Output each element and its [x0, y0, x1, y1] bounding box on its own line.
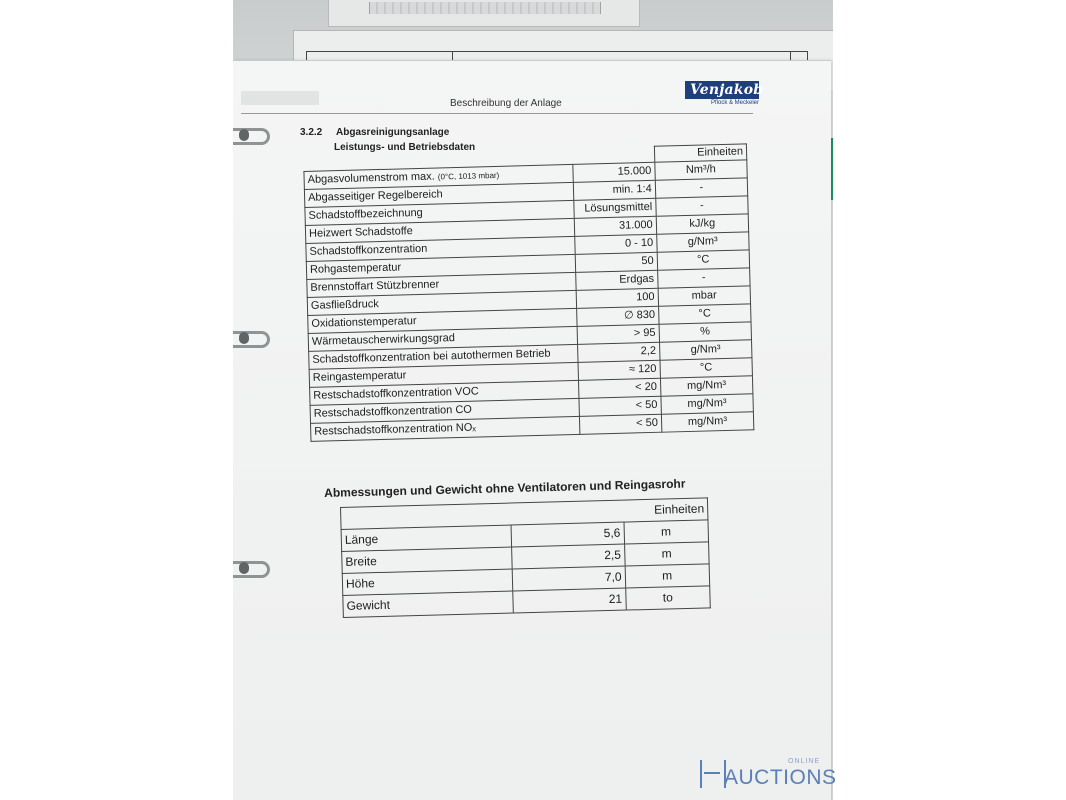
page-header-title: Beschreibung der Anlage [450, 98, 562, 109]
row-value-text: 5,6 [603, 525, 621, 541]
row-label-text: Abgasvolumenstrom max. [307, 170, 435, 186]
row-label [343, 591, 513, 617]
row-value [576, 288, 659, 308]
row-unit-text: m [661, 546, 672, 561]
row-value [579, 396, 662, 416]
row-value-text: 50 [641, 254, 654, 268]
row-value [577, 324, 660, 344]
row-unit-text: g/Nm³ [690, 343, 721, 356]
row-label-text: Schadstoffkonzentration [309, 242, 428, 258]
row-unit-text: m [660, 524, 672, 539]
row-label-text: Länge [344, 532, 379, 547]
row-value-text: < 20 [635, 380, 658, 394]
row-unit-text: % [700, 325, 711, 338]
row-unit-text: °C [699, 361, 713, 374]
row-label-text: Oxidationstemperatur [311, 315, 417, 330]
row-value-text: < 50 [635, 416, 659, 430]
units-header: Einheiten [654, 144, 747, 162]
row-label-text: Schadstoffkonzentration bei autothermen Betrieb [312, 347, 551, 366]
background-page [328, 0, 640, 27]
row-unit-text: g/Nm³ [687, 235, 718, 248]
row-value [573, 180, 656, 200]
datasheet-page [233, 60, 831, 800]
row-unit [624, 542, 709, 566]
section-subtitle: Leistungs- und Betriebsdaten [334, 142, 476, 153]
row-value-text: 100 [636, 290, 655, 304]
dimensions-title: Abmessungen und Gewicht ohne Ventilatoren und Reingasrohr [324, 476, 686, 500]
row-value [578, 360, 661, 380]
row-label-text: Heizwert Schadstoffe [308, 225, 413, 240]
row-unit-text: mbar [691, 289, 717, 302]
row-value-text: ∅ 830 [623, 308, 656, 322]
row-value [578, 378, 661, 398]
venjakob-logo [685, 81, 764, 109]
row-value-text: 0 - 10 [624, 236, 654, 250]
row-value-text: Lösungsmittel [584, 200, 653, 215]
row-value [577, 342, 660, 362]
row-unit [625, 564, 710, 588]
row-unit-text: to [662, 590, 673, 605]
row-label-text: Restschadstoffkonzentration CO [313, 403, 473, 420]
row-unit-text: °C [698, 307, 711, 320]
row-unit-text: m [662, 568, 673, 583]
faint-stamp [241, 91, 319, 105]
row-unit-text: °C [696, 253, 710, 266]
row-value [572, 162, 655, 182]
row-unit-text: mg/Nm³ [687, 396, 727, 411]
row-unit-text: Nm³/h [685, 163, 717, 176]
row-label-text: Höhe [345, 576, 375, 591]
row-value [573, 198, 656, 218]
row-label-text: Gewicht [346, 597, 391, 613]
header-rule [241, 113, 753, 114]
row-value-text: 2,5 [604, 547, 622, 563]
auctions-logo-icon [700, 760, 726, 788]
row-label-text: Breite [345, 554, 377, 569]
row-value [512, 566, 625, 591]
section-number: 3.2.2 [300, 127, 323, 138]
logo-word: Venjakob [685, 81, 759, 99]
punch-hole [239, 332, 249, 344]
row-value-text: Erdgas [619, 272, 655, 286]
row-unit-text: kJ/kg [689, 217, 716, 230]
row-label-text: Schadstoffbezeichnung [308, 206, 423, 222]
row-value-text: 21 [608, 591, 623, 606]
dimensions-table [340, 497, 711, 618]
row-label-text: Rohgastemperatur [309, 261, 402, 276]
row-value [579, 414, 662, 434]
row-unit [661, 412, 754, 432]
row-value-text: ≈ 120 [628, 362, 657, 376]
row-unit [625, 586, 710, 610]
performance-table [303, 143, 754, 442]
row-label-text: Brennstoffart Stützbrenner [310, 278, 440, 294]
row-unit [624, 520, 709, 544]
row-value-text: 2,2 [640, 344, 657, 358]
row-value [574, 216, 657, 236]
watermark-word: AUCTIONS [724, 766, 837, 789]
row-value-text: min. 1:4 [612, 182, 652, 196]
row-value [574, 234, 657, 254]
watermark-online: ONLINE [788, 758, 821, 765]
row-value [576, 306, 659, 326]
row-value [513, 588, 626, 613]
row-value-text: 7,0 [604, 569, 622, 585]
row-label-text: Restschadstoffkonzentration NOₓ [314, 421, 477, 438]
row-unit-text: - [699, 199, 704, 212]
row-value [575, 252, 658, 272]
row-note: (0°C, 1013 mbar) [437, 170, 500, 182]
logo-subtitle: Pflock & Meckeler [710, 100, 759, 106]
binder-photo [233, 0, 833, 800]
row-label-text: Gasfließdruck [310, 298, 379, 312]
row-value [511, 522, 624, 547]
row-label-text: Reingastemperatur [312, 369, 407, 384]
row-label-text: Wärmetauscherwirkungsgrad [311, 332, 456, 348]
row-value-text: < 50 [635, 398, 658, 412]
row-unit-text: mg/Nm³ [686, 379, 727, 393]
punch-hole [239, 129, 249, 141]
row-value [575, 270, 658, 290]
row-value-text: 15.000 [617, 164, 652, 178]
units-header: Einheiten [341, 498, 708, 530]
row-unit-text: mg/Nm³ [687, 414, 728, 429]
row-label-text: Abgasseitiger Regelbereich [307, 188, 443, 204]
row-unit-text: - [699, 181, 704, 194]
row-value-text: 31.000 [618, 218, 653, 232]
row-label-text: Restschadstoffkonzentration VOC [313, 385, 479, 402]
row-value-text: > 95 [633, 326, 656, 340]
section-title: Abgasreinigungsanlage [336, 127, 450, 138]
punch-hole [239, 562, 249, 574]
row-value [511, 544, 624, 569]
row-unit-text: - [701, 271, 706, 284]
